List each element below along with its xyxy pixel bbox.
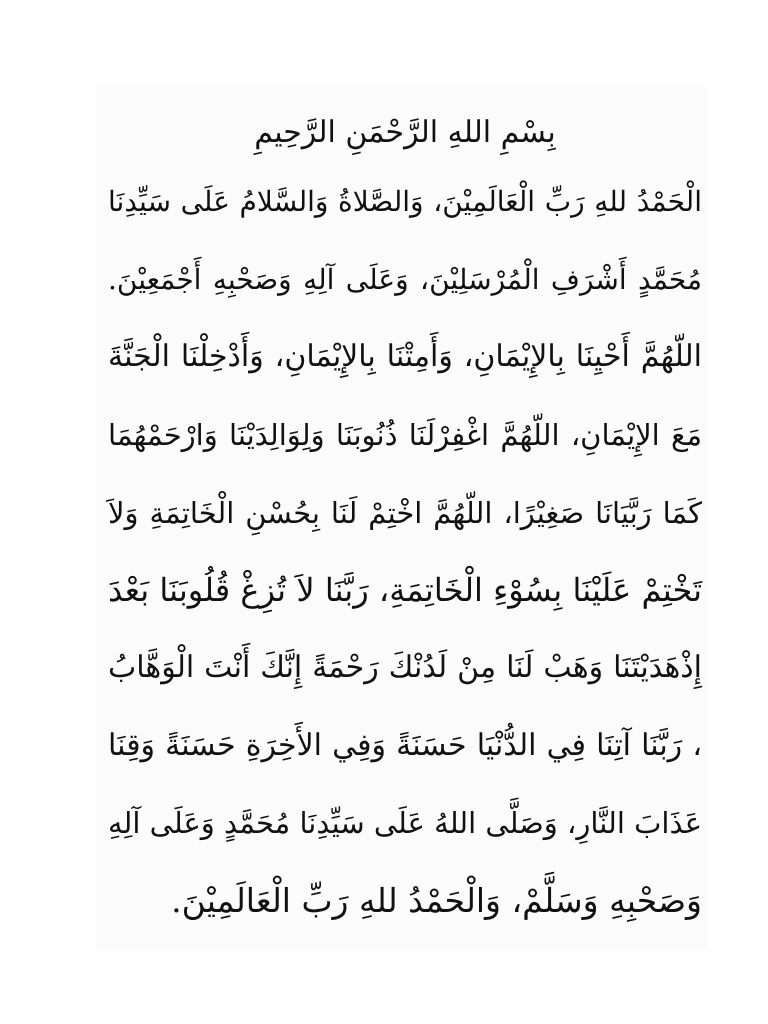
text-line-5: كَمَا رَبَّيَانَا صَغِيْرًا، اللّهُمَّ اخْتِمْ لَنَا بِحُسْنِ الْخَاتِمَةِ وَلاَ [108, 496, 702, 530]
text-line-3: اللّهُمَّ أَحْيِنَا بِالإِيْمَانِ، وَأَمِتْنَا بِالإِيْمَانِ، وَأَدْخِلْنَا الْجَنَّةَ [108, 339, 702, 374]
text-line-4: مَعَ الإِيْمَانِ، اللّهُمَّ اغْفِرْلَنَا ذُنُوبَنَا وَلِوَالِدَيْنَا وَارْحَمْهُمَا [108, 418, 702, 452]
text-line-2: مُحَمَّدٍ أَشْرَفِ الْمُرْسَلِيْنَ، وَعَلَى آلِهِ وَصَحْبِهِ أَجْمَعِيْنَ. [108, 263, 702, 296]
text-line-8: ، رَبَّنَا آتِنَا فِي الدُّنْيَا حَسَنَةً وَفِي الأَخِرَةِ حَسَنَةً وَقِنَا [108, 728, 702, 763]
text-line-7: إِذْهَدَيْتَنَا وَهَبْ لَنَا مِنْ لَدُنْكَ رَحْمَةً إِنَّكَ أَنْتَ الْوَهَّابُ [108, 650, 702, 685]
basmala-heading: بِسْمِ اللهِ الرَّحْمَنِ الرَّحِيمِ [254, 115, 556, 150]
text-line-9: عَذَابَ النَّارِ، وَصَلَّى اللهُ عَلَى سَيِّدِنَا مُحَمَّدٍ وَعَلَى آلِهِ [108, 806, 702, 840]
text-line-1: الْحَمْدُ للهِ رَبِّ الْعَالَمِيْنَ، وَالصَّلاةُ وَالسَّلامُ عَلَى سَيِّدِنَا [108, 185, 702, 218]
text-line-10: وَصَحْبِهِ وَسَلَّمْ، وَالْحَمْدُ للهِ رَبِّ الْعَالَمِيْنَ. [171, 881, 702, 920]
text-line-6: تَخْتِمْ عَلَيْنَا بِسُوْءِ الْخَاتِمَةِ، رَبَّنَا لاَ تُزِغْ قُلُوبَنَا بَعْدَ [108, 571, 702, 609]
